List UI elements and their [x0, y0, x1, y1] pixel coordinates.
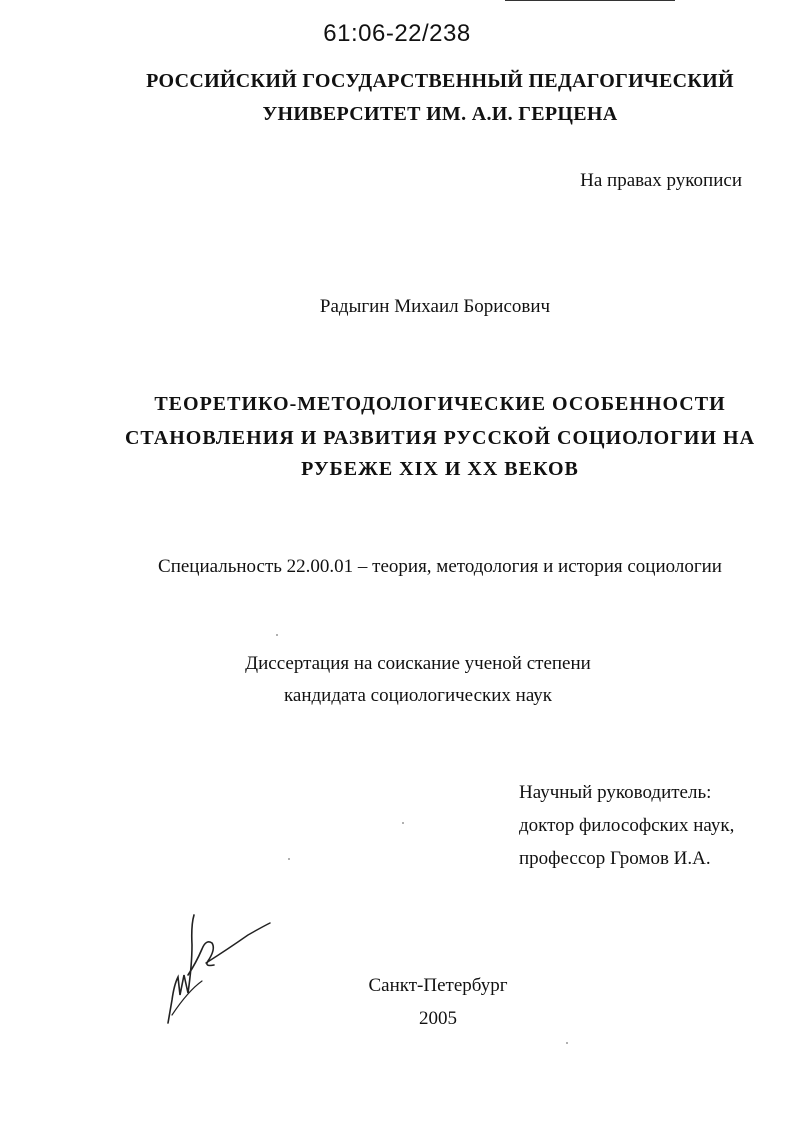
city: Санкт-Петербург — [368, 975, 508, 996]
top-rule — [505, 0, 675, 1]
author-name: Радыгин Михаил Борисович — [319, 296, 551, 317]
scan-speck — [276, 634, 278, 636]
thesis-title-line3: РУБЕЖЕ XIX И XX ВЕКОВ — [301, 458, 579, 480]
scan-speck — [566, 1042, 568, 1044]
supervisor-label: Научный руководитель: — [519, 782, 712, 803]
thesis-title-line1: ТЕОРЕТИКО-МЕТОДОЛОГИЧЕСКИЕ ОСОБЕННОСТИ — [154, 393, 726, 415]
dissertation-degree-line2: кандидата социологических наук — [283, 685, 553, 706]
supervisor-name: профессор Громов И.А. — [519, 848, 711, 869]
university-name-line2: УНИВЕРСИТЕТ ИМ. А.И. ГЕРЦЕНА — [262, 103, 618, 125]
university-name-line1: РОССИЙСКИЙ ГОСУДАРСТВЕННЫЙ ПЕДАГОГИЧЕСКИЙ — [146, 70, 734, 92]
dissertation-degree-line1: Диссертация на соискание ученой степени — [245, 653, 591, 674]
year: 2005 — [419, 1008, 457, 1029]
handwritten-signature — [158, 905, 278, 1025]
manuscript-note: На правах рукописи — [580, 170, 742, 191]
scan-speck — [288, 858, 290, 860]
scan-speck — [402, 822, 404, 824]
thesis-title-line2: СТАНОВЛЕНИЯ И РАЗВИТИЯ РУССКОЙ СОЦИОЛОГИИ НА — [124, 427, 756, 449]
specialty-line: Специальность 22.00.01 – теория, методология и история социологии — [158, 556, 722, 577]
catalog-stamp: 61:06-22/238 — [323, 20, 471, 47]
supervisor-degree: доктор философских наук, — [519, 815, 735, 836]
